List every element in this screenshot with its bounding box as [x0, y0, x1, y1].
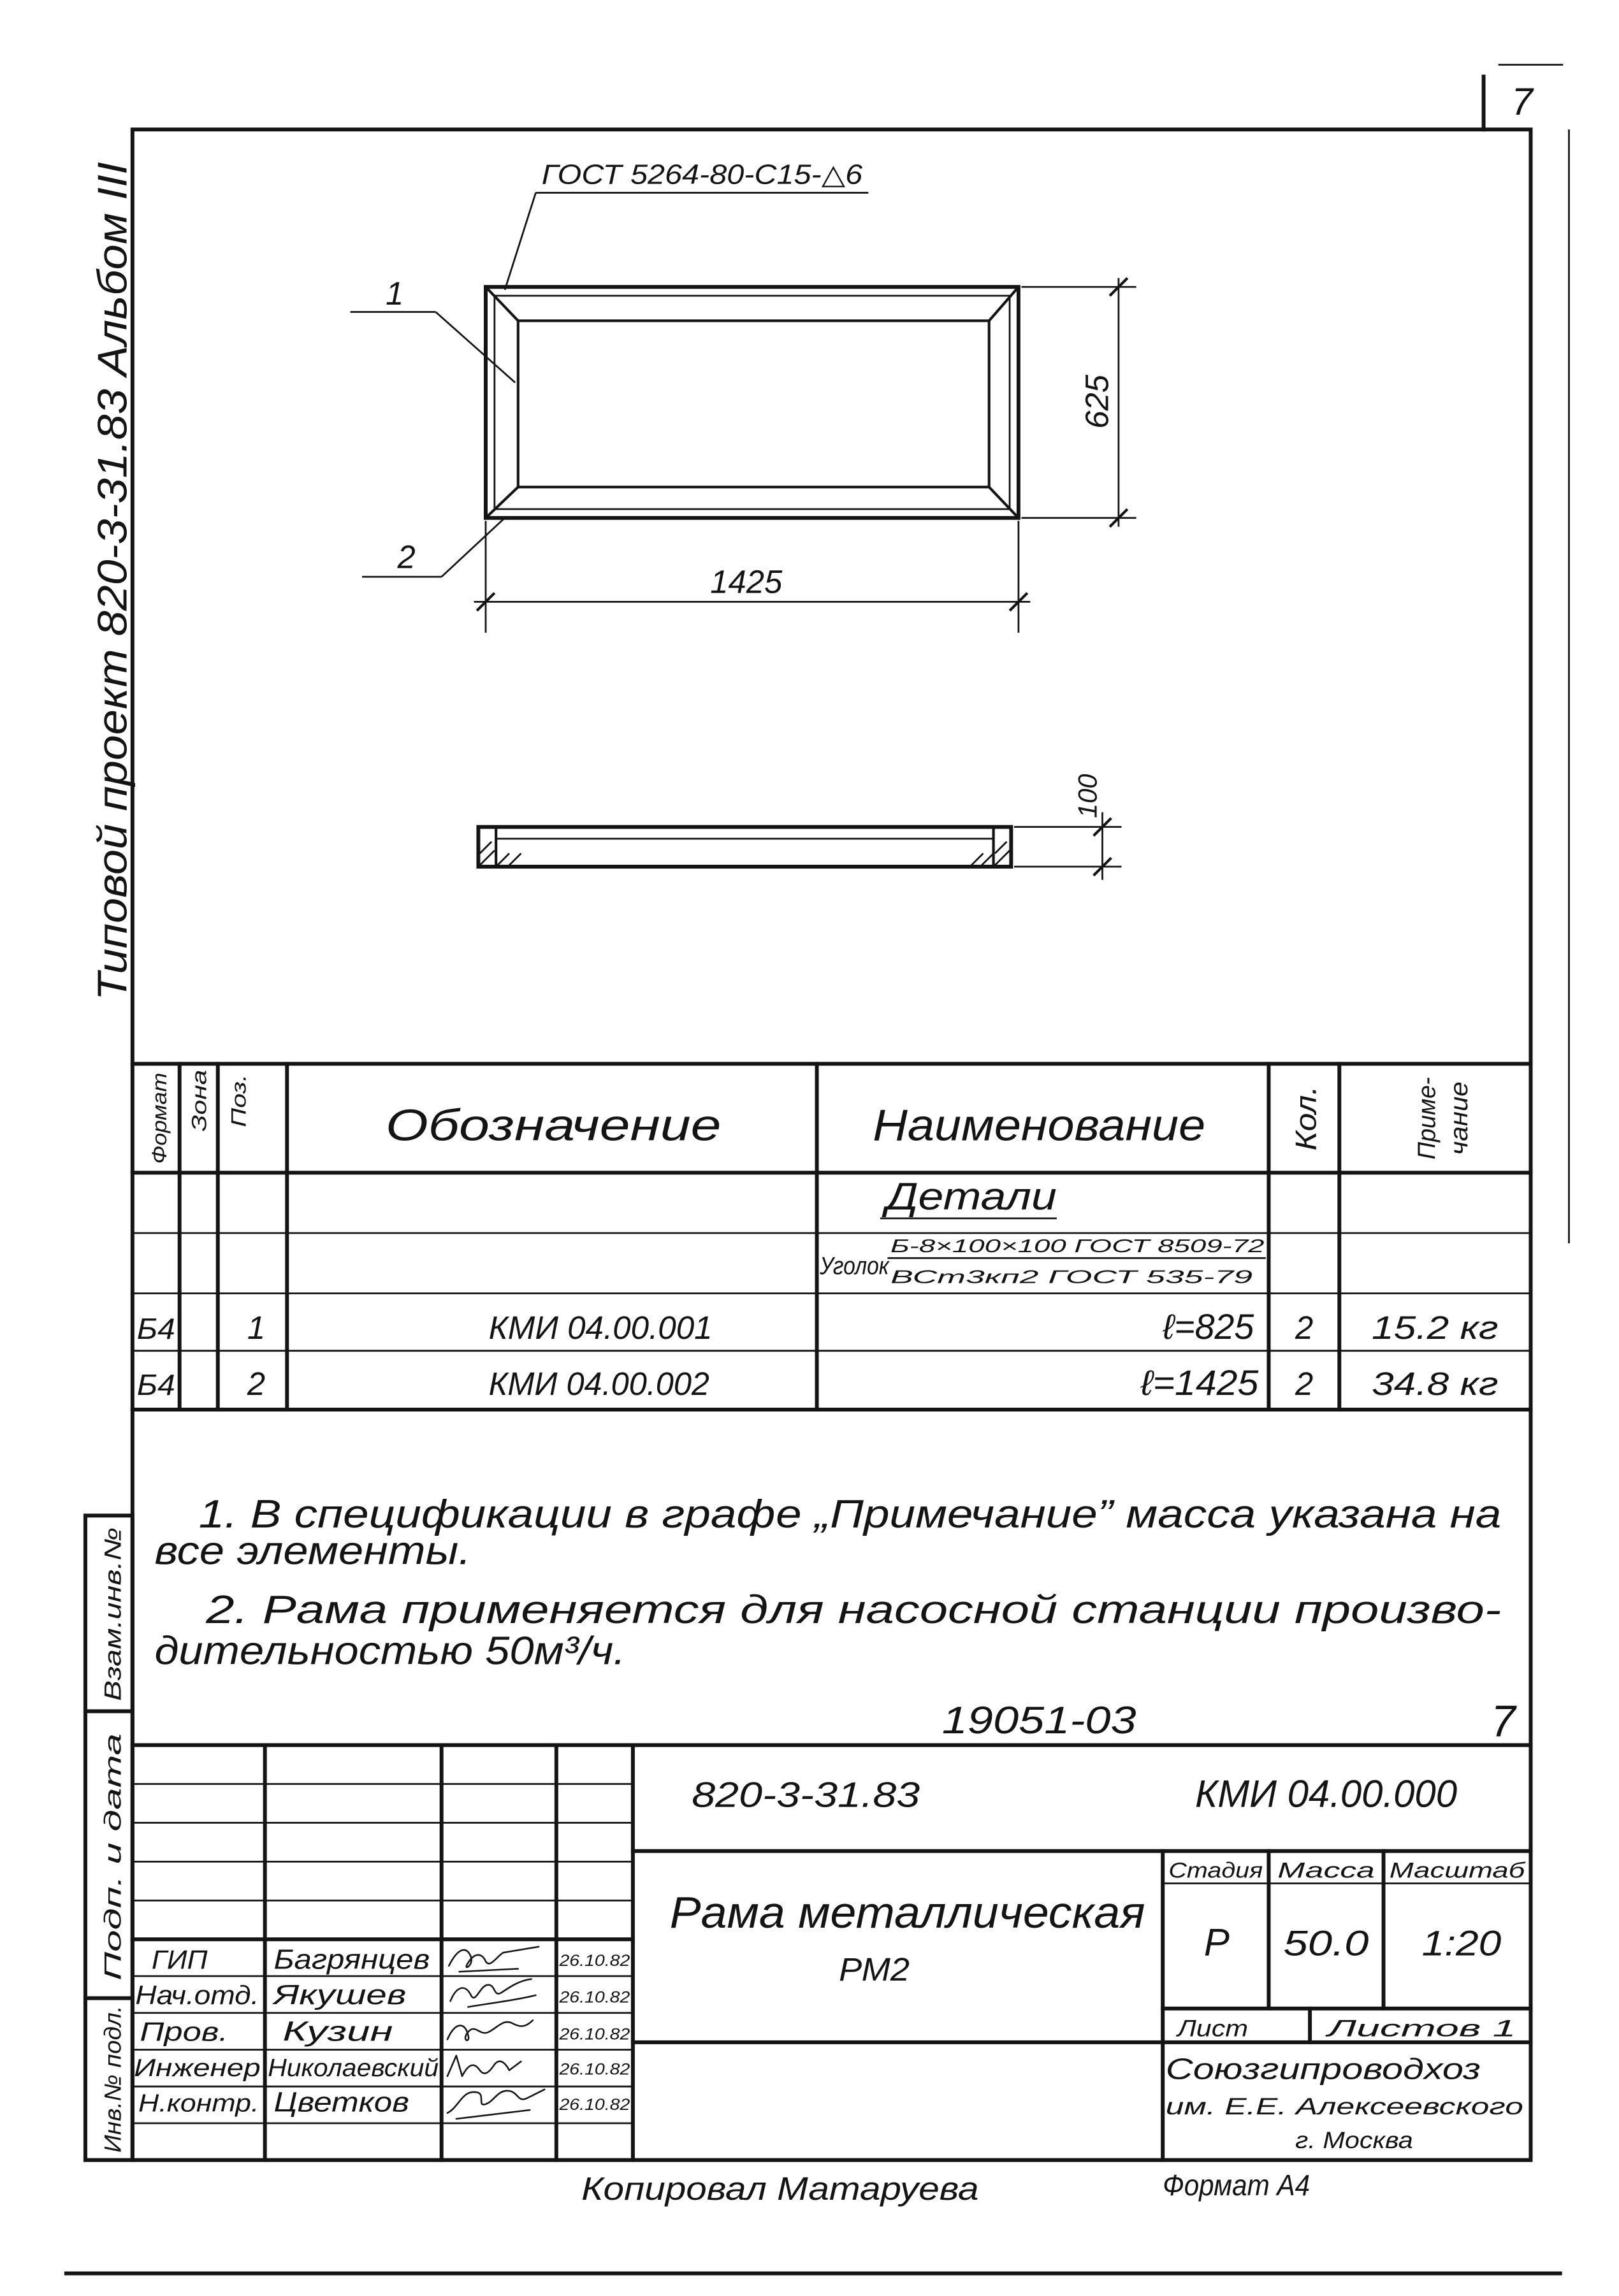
corner-joint-bottom-left [486, 487, 518, 517]
hatch-line [480, 851, 495, 865]
stamp-original-inv: Инв.№ подл. [99, 2013, 126, 2153]
dim-height-value: 100 [1072, 774, 1103, 818]
header-format: Формат [147, 1082, 171, 1164]
note-line: все элементы. [154, 1529, 471, 1573]
signature-role: ГИП [151, 1944, 208, 1975]
handwritten-signature [447, 2090, 544, 2119]
row-designation: КМИ 04.00.002 [488, 1365, 709, 1402]
row-name: ℓ=825 [1162, 1307, 1254, 1347]
side-view-hatching [480, 842, 1010, 865]
callout-2-leader [442, 516, 507, 577]
row-name: ℓ=1425 [1140, 1362, 1259, 1403]
section-title: Детали [881, 1175, 1057, 1218]
material-denominator: ВСт3кп2 ГОСТ 535-79 [890, 1267, 1253, 1288]
project-code: 820-3-31.83 [692, 1775, 920, 1815]
frame-inner-edge [518, 321, 989, 487]
row-note: 15.2 кг [1372, 1310, 1499, 1347]
inventory-number: 19051-03 [941, 1699, 1136, 1742]
organization-line1: Союзгипроводхоз [1165, 2052, 1481, 2086]
organization-line2: им. Е.Е. Алексеевского [1165, 2093, 1523, 2120]
handwritten-signature [447, 2020, 533, 2040]
corner-joint-top-left [486, 287, 518, 321]
material-numerator: Б-8×100×100 ГОСТ 8509-72 [890, 1236, 1265, 1257]
dim-width-value: 625 [1078, 374, 1115, 429]
weld-note: ГОСТ 5264-80-С15-△6 [541, 159, 863, 191]
hatch-line [971, 853, 983, 865]
hatch-line [995, 842, 1006, 853]
hatch-line [480, 842, 491, 853]
handwritten-signature [451, 1979, 536, 2007]
mass-label: Масса [1277, 1858, 1375, 1883]
specification-table [133, 1064, 1531, 1410]
corner-sheet-box [1484, 65, 1564, 130]
scale-value: 1:20 [1421, 1923, 1502, 1963]
handwritten-signature [447, 2056, 521, 2076]
note-line: 2. Рама применяется для насосной станции произво- [205, 1587, 1502, 1632]
signature-name: Николаевский [268, 2054, 439, 2083]
corner-sheet-number: 7 [1511, 80, 1533, 124]
document-title-line2: РМ2 [839, 1951, 910, 1988]
note-line: дительностью 50м³/ч. [154, 1629, 626, 1673]
header-note-line2: чание [1445, 1087, 1474, 1155]
signature-name: Цветков [273, 2086, 409, 2118]
header-quantity: Кол. [1289, 1092, 1323, 1151]
frame-top-view [486, 287, 1019, 518]
signature-role: Инженер [134, 2054, 261, 2083]
row-format: Б4 [136, 1312, 175, 1346]
callout-1-leader [435, 312, 515, 383]
weld-leader [505, 192, 535, 289]
hatch-line [982, 853, 993, 865]
stage-label: Стадия [1168, 1858, 1263, 1883]
material-label: Уголок [819, 1252, 890, 1280]
header-zone: Зона [187, 1085, 211, 1132]
row-note: 34.8 кг [1372, 1365, 1499, 1402]
document-title-line1: Рама металлическая [669, 1887, 1145, 1937]
corner-joint-bottom-right [989, 487, 1019, 517]
dim-length-value: 1425 [710, 563, 783, 600]
row-format: Б4 [136, 1368, 175, 1401]
title-block [133, 1745, 1531, 2160]
header-position: Поз. [227, 1085, 250, 1127]
header-designation: Обозначение [385, 1100, 722, 1150]
side-view-outline [478, 827, 1011, 867]
row-quantity: 2 [1295, 1310, 1314, 1347]
row-quantity: 2 [1295, 1365, 1314, 1402]
page-number: 7 [1491, 1696, 1516, 1746]
sheet-label: Лист [1175, 2015, 1249, 2042]
notes [154, 1492, 1501, 1673]
signature-name: Кузин [282, 2016, 393, 2047]
signature-name: Багрянцев [273, 1944, 430, 1975]
header-note-line1: Приме- [1412, 1074, 1441, 1160]
signature-date: 26.10.82 [558, 1988, 630, 2007]
callout-1-number: 1 [385, 275, 404, 312]
signature-date: 26.10.82 [558, 1951, 630, 1970]
hatch-line [497, 853, 509, 865]
stamp-replacement-inv: Взам.инв.№ [99, 1568, 126, 1701]
organization-line3: г. Москва [1295, 2127, 1413, 2154]
signature-name: Якушев [272, 1979, 407, 2011]
signature-date: 26.10.82 [558, 2096, 630, 2114]
mass-value: 50.0 [1283, 1923, 1369, 1963]
side-title: Типовой проект 820-3-31.83 Альбом III [89, 247, 136, 1001]
hatch-line [995, 851, 1010, 865]
signature-role: Пров. [140, 2016, 228, 2047]
header-name: Наименование [873, 1100, 1206, 1150]
hatch-line [509, 853, 521, 865]
paper-format: Формат А4 [1163, 2169, 1310, 2202]
frame-side-view [478, 827, 1011, 867]
callout-2-number: 2 [397, 538, 416, 575]
signature-date: 26.10.82 [558, 2060, 630, 2079]
sheets-label: Листов 1 [1325, 2015, 1516, 2042]
row-position: 2 [247, 1365, 266, 1402]
row-designation: КМИ 04.00.001 [488, 1310, 713, 1347]
corner-joint-top-right [989, 287, 1019, 321]
stamp-signature-date: Подп. и дата [99, 1833, 126, 1981]
signature-role: Н.контр. [138, 2089, 259, 2118]
signature-role: Нач.отд. [135, 1979, 259, 2010]
copied-by: Копировал Матаруева [581, 2170, 979, 2207]
document-code: КМИ 04.00.000 [1194, 1772, 1457, 1816]
dimension-width [1022, 278, 1136, 526]
row-position: 1 [247, 1310, 266, 1347]
note-line: 1. В спецификации в графе „Примечание” масса указана на [198, 1492, 1502, 1536]
left-stamp [85, 1515, 133, 2160]
frame-flange-line [495, 296, 1010, 509]
dimension-height [1014, 774, 1122, 880]
dimension-length [474, 521, 1031, 632]
weld-callout [505, 159, 868, 290]
stage-value: Р [1203, 1921, 1230, 1964]
position-callout-2 [362, 516, 506, 577]
handwritten-signature [449, 1947, 539, 1972]
scale-label: Масштаб [1389, 1858, 1527, 1883]
signature-date: 26.10.82 [558, 2025, 630, 2044]
